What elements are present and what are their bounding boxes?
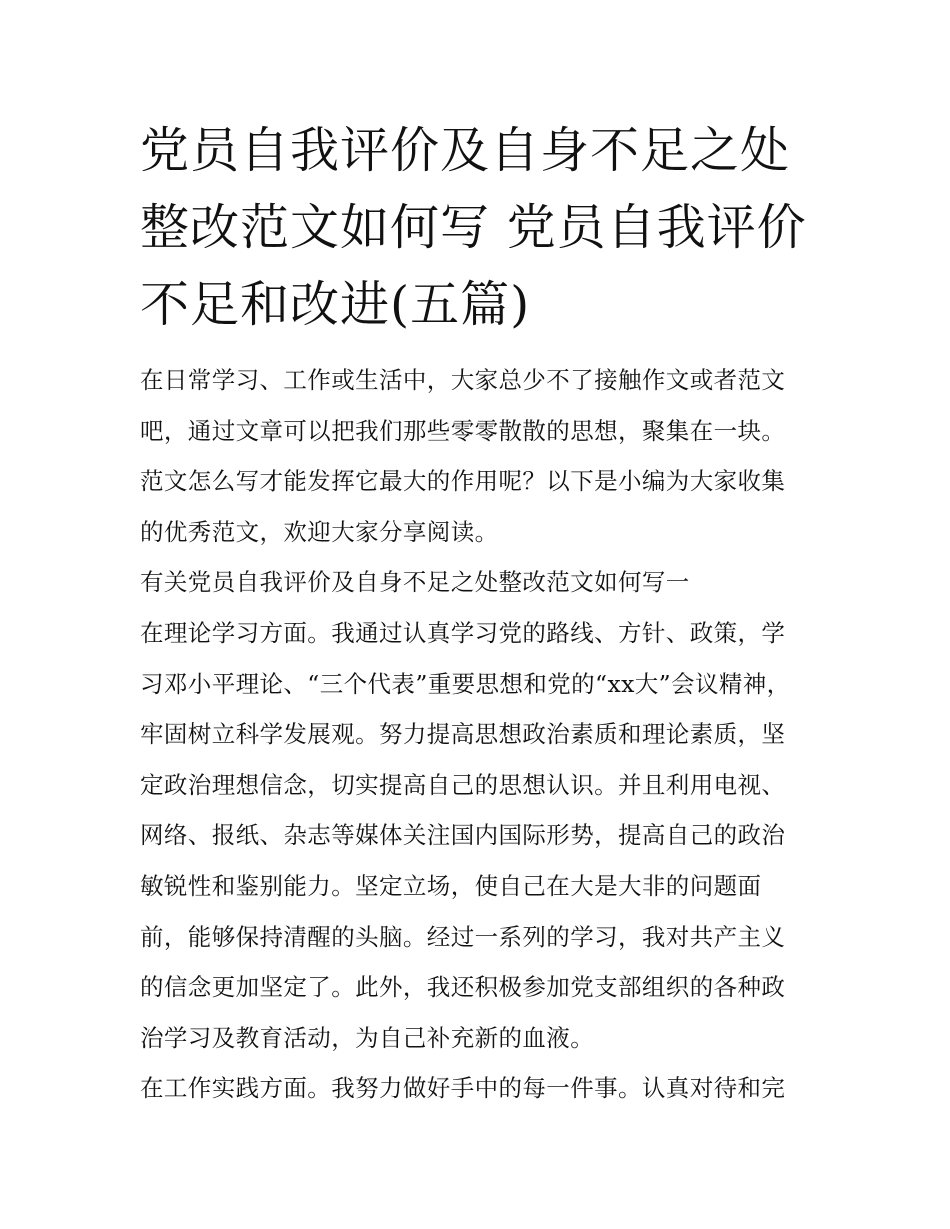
paragraph-line: 治学习及教育活动，为自己补充新的血液。 (140, 1023, 595, 1052)
document-body (140, 355, 830, 1114)
paragraph-line: 定政治理想信念，切实提高自己的思想认识。并且利用电视、 (140, 770, 786, 799)
document-title (140, 112, 830, 343)
paragraph-line: 前，能够保持清醒的头脑。经过一系列的学习，我对共产主义 (140, 922, 786, 951)
paragraph-line: 在理论学习方面。我通过认真学习党的路线、方针、政策，学 (140, 618, 786, 647)
title-line: 不足和改进(五篇) (140, 276, 531, 333)
title-line: 整改范文如何写 党员自我评价 (140, 199, 807, 256)
intro-line: 范文怎么写才能发挥它最大的作用呢？以下是小编为大家收集 (140, 467, 786, 496)
paragraph-line: 敏锐性和鉴别能力。坚定立场，使自己在大是大非的问题面 (140, 871, 762, 900)
intro-line: 的优秀范文，欢迎大家分享阅读。 (140, 517, 499, 546)
intro-line: 吧，通过文章可以把我们那些零零散散的思想，聚集在一块。 (140, 416, 786, 445)
paragraph-line: 在工作实践方面。我努力做好手中的每一件事。认真对待和完 (140, 1074, 786, 1103)
section-heading: 有关党员自我评价及自身不足之处整改范文如何写一 (140, 568, 690, 597)
title-line: 党员自我评价及自身不足之处 (140, 122, 791, 179)
paragraph-line: 的信念更加坚定了。此外，我还积极参加党支部组织的各种政 (140, 973, 786, 1002)
paragraph-line: 网络、报纸、杂志等媒体关注国内国际形势，提高自己的政治 (140, 821, 786, 850)
intro-line: 在日常学习、工作或生活中，大家总少不了接触作文或者范文 (140, 366, 786, 394)
paragraph-line: 牢固树立科学发展观。努力提高思想政治素质和理论素质，坚 (140, 720, 786, 749)
paragraph-line: 习邓小平理论、“三个代表”重要思想和党的“xx大”会议精神， (140, 669, 791, 698)
